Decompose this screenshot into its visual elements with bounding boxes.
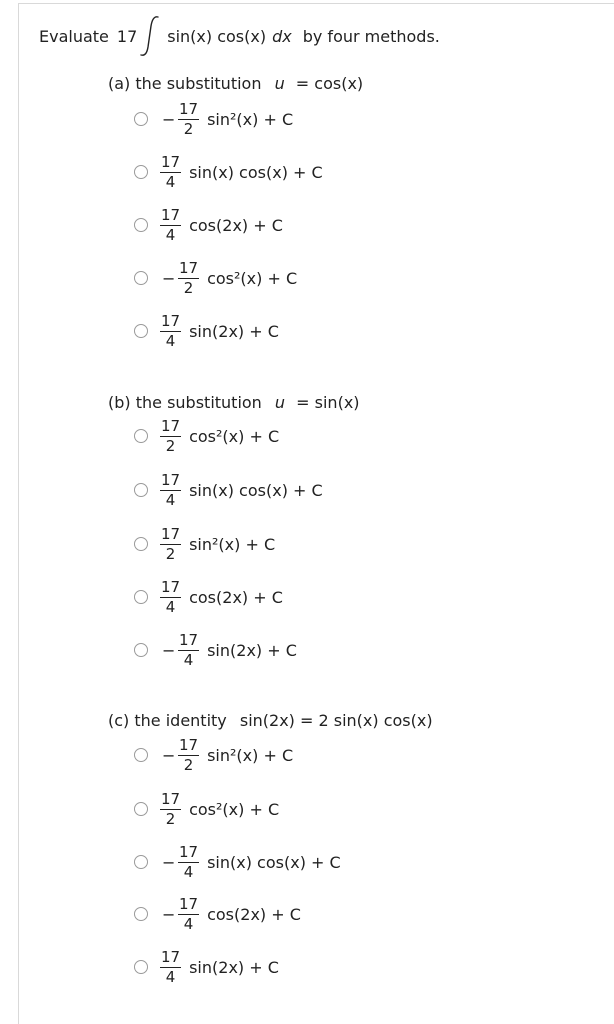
option-fraction — [160, 152, 181, 191]
left-rule — [18, 3, 19, 1024]
option-fraction — [160, 205, 181, 244]
integral-sign-icon — [137, 14, 163, 58]
option-a4[interactable] — [134, 258, 297, 298]
fraction-numerator: 17 — [179, 258, 199, 277]
fraction-numerator: 17 — [179, 894, 199, 913]
fraction-numerator: 17 — [179, 735, 199, 754]
radio-button[interactable] — [134, 483, 148, 497]
fraction-numerator: 17 — [161, 416, 181, 435]
option-a5[interactable] — [134, 311, 279, 351]
fraction-numerator: 17 — [161, 524, 181, 543]
fraction-denominator: 4 — [165, 172, 176, 191]
option-term: cos(2x) + C — [189, 215, 283, 235]
part-title-prefix: (a) the substitution — [108, 74, 262, 93]
radio-button[interactable] — [134, 748, 148, 762]
question-integrand: sin(x) cos(x) — [167, 26, 267, 46]
option-fraction — [160, 524, 181, 563]
option-a3[interactable] — [134, 205, 283, 245]
fraction-denominator: 4 — [165, 597, 176, 616]
option-fraction — [160, 311, 181, 350]
radio-button[interactable] — [134, 960, 148, 974]
fraction-denominator: 2 — [165, 544, 176, 563]
question-differential: dx — [272, 26, 292, 46]
option-fraction — [178, 842, 199, 881]
option-c5[interactable] — [134, 947, 279, 987]
option-sign: − — [162, 109, 176, 129]
radio-button[interactable] — [134, 324, 148, 338]
option-sign: − — [162, 745, 176, 765]
radio-button[interactable] — [134, 590, 148, 604]
option-c1[interactable] — [134, 735, 293, 775]
option-term: sin²(x) + C — [189, 534, 276, 554]
option-sign: − — [162, 640, 176, 660]
option-term: sin(2x) + C — [189, 321, 279, 341]
fraction-denominator: 4 — [165, 967, 176, 986]
radio-button[interactable] — [134, 537, 148, 551]
fraction-numerator: 17 — [161, 947, 181, 966]
option-b5[interactable] — [134, 630, 297, 670]
radio-button[interactable] — [134, 165, 148, 179]
fraction-numerator: 17 — [161, 311, 181, 330]
fraction-denominator: 2 — [183, 278, 194, 297]
option-fraction — [178, 894, 199, 933]
radio-button[interactable] — [134, 271, 148, 285]
option-sign: − — [162, 852, 176, 872]
part-title-prefix: (b) the substitution — [108, 393, 262, 412]
fraction-numerator: 17 — [179, 842, 199, 861]
fraction-numerator: 17 — [179, 630, 199, 649]
part-title-suffix: = sin(x) — [296, 393, 360, 412]
option-fraction — [178, 735, 199, 774]
radio-button[interactable] — [134, 643, 148, 657]
option-a1[interactable] — [134, 99, 293, 139]
option-term: sin(2x) + C — [207, 640, 297, 660]
option-term: sin(x) cos(x) + C — [189, 162, 323, 182]
fraction-denominator: 2 — [165, 809, 176, 828]
fraction-numerator: 17 — [161, 577, 181, 596]
question-prompt — [39, 14, 440, 58]
option-c2[interactable] — [134, 789, 279, 829]
option-term: sin(2x) + C — [189, 957, 279, 977]
fraction-numerator: 17 — [161, 789, 181, 808]
fraction-denominator: 2 — [183, 119, 194, 138]
option-term: cos(2x) + C — [207, 904, 301, 924]
fraction-denominator: 2 — [165, 436, 176, 455]
radio-button[interactable] — [134, 855, 148, 869]
option-sign: − — [162, 904, 176, 924]
option-fraction — [178, 630, 199, 669]
option-fraction — [160, 947, 181, 986]
part-b-title — [108, 393, 360, 412]
option-b2[interactable] — [134, 470, 323, 510]
option-term: sin(x) cos(x) + C — [189, 480, 323, 500]
option-fraction — [178, 258, 199, 297]
part-title-variable: u — [274, 74, 285, 93]
option-a2[interactable] — [134, 152, 323, 192]
option-term: cos²(x) + C — [189, 799, 280, 819]
option-term: cos(2x) + C — [189, 587, 283, 607]
option-term: sin(x) cos(x) + C — [207, 852, 341, 872]
fraction-denominator: 4 — [165, 331, 176, 350]
radio-button[interactable] — [134, 802, 148, 816]
part-title-variable: u — [274, 393, 286, 412]
fraction-numerator: 17 — [179, 99, 199, 118]
fraction-denominator: 4 — [165, 225, 176, 244]
radio-button[interactable] — [134, 218, 148, 232]
option-sign: − — [162, 268, 176, 288]
option-fraction — [160, 577, 181, 616]
part-title-suffix: sin(2x) = 2 sin(x) cos(x) — [239, 711, 433, 730]
option-b4[interactable] — [134, 577, 283, 617]
option-term: cos²(x) + C — [207, 268, 298, 288]
fraction-denominator: 4 — [183, 862, 194, 881]
option-b3[interactable] — [134, 524, 275, 564]
fraction-denominator: 2 — [183, 755, 194, 774]
fraction-denominator: 4 — [165, 490, 176, 509]
radio-button[interactable] — [134, 907, 148, 921]
part-title-suffix: = cos(x) — [295, 74, 364, 93]
option-term: sin²(x) + C — [207, 745, 294, 765]
fraction-numerator: 17 — [161, 152, 181, 171]
part-c-title — [108, 711, 433, 730]
option-fraction — [160, 789, 181, 828]
option-b1[interactable] — [134, 416, 279, 456]
fraction-numerator: 17 — [161, 205, 181, 224]
option-term: cos²(x) + C — [189, 426, 280, 446]
question-suffix: by four methods. — [302, 26, 440, 46]
part-a-title — [108, 74, 363, 93]
radio-button[interactable] — [134, 429, 148, 443]
option-c4[interactable] — [134, 894, 301, 934]
question-constant: 17 — [116, 26, 138, 46]
option-term: sin²(x) + C — [207, 109, 294, 129]
option-c3[interactable] — [134, 842, 341, 882]
question-prefix: Evaluate — [39, 26, 109, 46]
fraction-denominator: 4 — [183, 650, 194, 669]
radio-button[interactable] — [134, 112, 148, 126]
option-fraction — [160, 416, 181, 455]
fraction-numerator: 17 — [161, 470, 181, 489]
option-fraction — [160, 470, 181, 509]
part-title-prefix: (c) the identity — [108, 711, 227, 730]
option-fraction — [178, 99, 199, 138]
top-rule — [18, 3, 614, 4]
fraction-denominator: 4 — [183, 914, 194, 933]
